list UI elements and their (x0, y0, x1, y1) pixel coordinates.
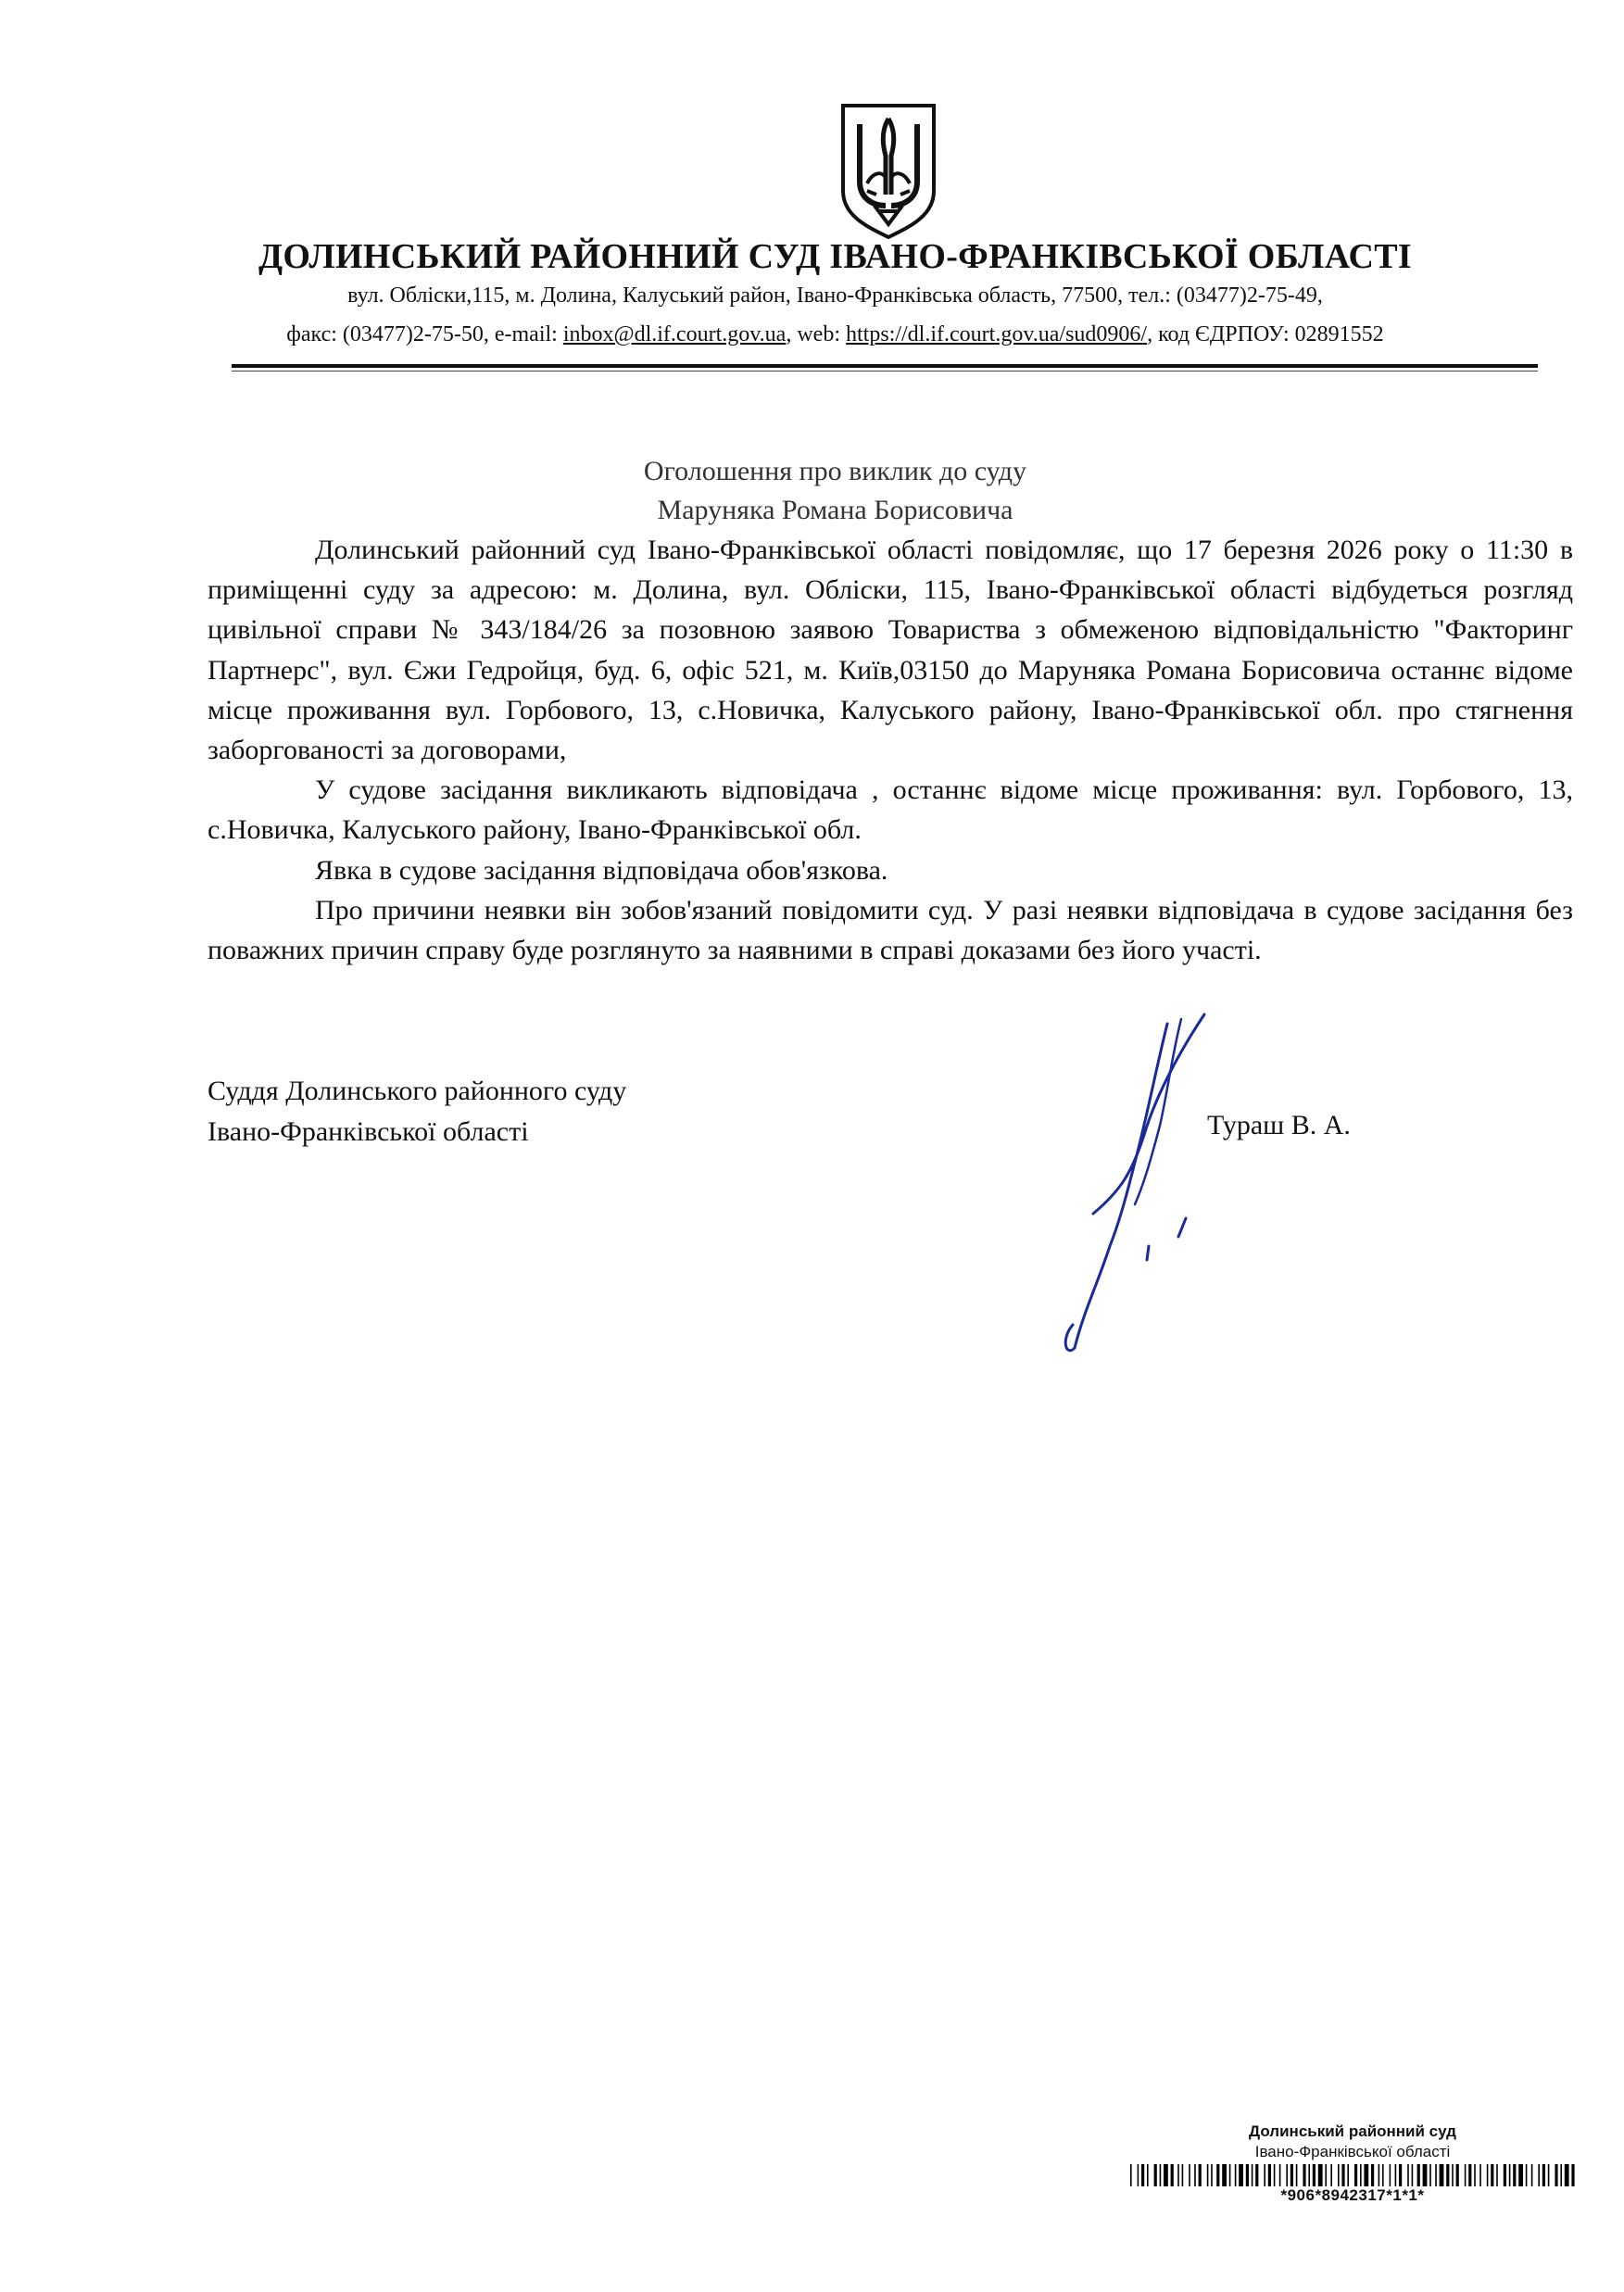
court-name-heading: ДОЛИНСЬКИЙ РАЙОННИЙ СУД ІВАНО-ФРАНКІВСЬКОЇ ОБЛАСТІ (258, 237, 1413, 276)
notice-title: Оголошення про виклик до суду (643, 456, 1027, 486)
court-contacts-line (0, 322, 1624, 347)
website-link[interactable]: https://dl.if.court.gov.ua/sud0906/ (846, 322, 1148, 346)
header-divider-thick (232, 364, 1538, 368)
fax-text: факс: (03477)2-75-50, e-mail: (286, 322, 563, 346)
judge-position-line: Івано-Франківської області (208, 1116, 529, 1147)
header-divider-thin (232, 371, 1538, 372)
stamp-region: Івано-Франківської області (1254, 2143, 1451, 2160)
registration-stamp (1130, 2122, 1575, 2205)
notice-body (208, 530, 1573, 970)
handwritten-signature (1056, 1005, 1232, 1357)
judge-name: Тураш В. А. (1207, 1110, 1351, 1140)
email-link[interactable]: inbox@dl.if.court.gov.ua (562, 322, 787, 346)
court-address-line: вул. Обліски,115, м. Долина, Калуський район, Івано-Франківська область, 77500, тел.: (03477)2-75-49, (347, 283, 1323, 308)
notice-paragraph: У судове засідання викликають відповідача , останнє відоме місце проживання: вул. Горбового, 13, с.Новичка, Калуського району, Івано-Франківської обл. (208, 774, 1573, 846)
stamp-court-name: Долинський районний суд (1249, 2122, 1456, 2140)
judge-position (208, 1071, 626, 1152)
notice-paragraph: Явка в судове засідання відповідача обов'язкова. (315, 854, 888, 886)
notice-paragraph: Про причини неявки він зобов'язаний повідомити суд. У разі неявки відповідача в судове засідання без поважних причин справу буде розглянуто за наявними в справі доказами без його участі. (208, 894, 1573, 966)
notice-defendant-name: Маруняка Романа Борисовича (657, 495, 1013, 525)
edrpou-text: , код ЄДРПОУ: 02891552 (1147, 322, 1384, 346)
judge-position-line: Суддя Долинського районного суду (208, 1076, 627, 1106)
coat-of-arms-icon (839, 102, 938, 241)
barcode-number: *906*8942317*1*1* (1280, 2186, 1425, 2204)
barcode (1130, 2164, 1575, 2186)
web-label: , web: (786, 322, 846, 346)
notice-paragraph: Долинський районний суд Івано-Франківської області повідомляє, що 17 березня 2026 року о 11:30 в приміщенні суду за адресою: м. Долина, вул. Обліски, 115, Івано-Франківської області відбудеться розгляд цивільної справи № 343/184/26 за позовною заявою Товариства з обмеженою відповідальністю "Факторинг Партнерс", вул. Єжи Гедройця, буд. 6, офіс 521, м. Київ,03150 до Маруняка Романа Борисовича останнє відоме місце проживання вул. Горбового, 13, с.Новичка, Калуського району, Івано-Франківської обл. про стягнення заборгованості за договорами, (208, 535, 1573, 766)
